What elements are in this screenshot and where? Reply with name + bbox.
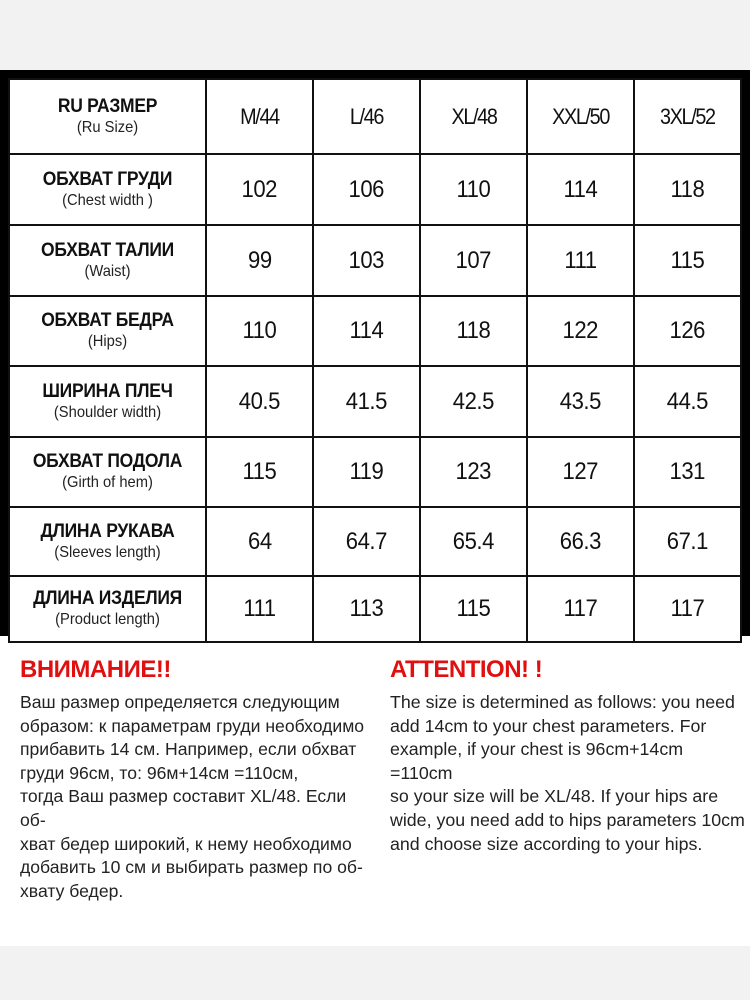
table-row: [9, 366, 741, 437]
row-label-ru: ДЛИНА ИЗДЕЛИЯ: [33, 588, 182, 609]
value-cell: [527, 225, 634, 296]
measurement-value: 117: [670, 595, 705, 622]
measurement-value: 131: [669, 458, 706, 485]
measurement-value: 103: [348, 246, 385, 274]
size-header-label: M/44: [240, 103, 279, 129]
row-label-cell: [9, 366, 206, 437]
measurement-value: 40.5: [238, 387, 281, 415]
measurement-value: 118: [456, 317, 491, 344]
measurement-value: 66.3: [559, 527, 602, 555]
row-label-en: (Girth of hem): [62, 474, 153, 491]
value-cell: [634, 507, 741, 576]
measurement-value: 114: [349, 317, 384, 344]
value-cell: [527, 366, 634, 437]
measurement-value: 102: [241, 175, 278, 203]
row-label-en: (Chest width ): [62, 191, 153, 209]
value-cell: [313, 225, 420, 296]
value-cell: [420, 154, 527, 225]
value-cell: [206, 507, 313, 576]
value-cell: [313, 507, 420, 576]
header-label-ru: RU РАЗМЕР: [57, 95, 158, 117]
value-cell: [313, 576, 420, 642]
value-cell: [420, 576, 527, 642]
notice-ru-title: ВНИМАНИЕ!!: [20, 656, 171, 683]
size-header-label: L/46: [349, 103, 384, 129]
value-cell: [313, 437, 420, 507]
measurement-value: 114: [563, 175, 598, 203]
value-cell: [634, 296, 741, 366]
row-label-cell: [9, 437, 206, 507]
row-label-ru: ОБХВАТ ПОДОЛА: [32, 451, 183, 472]
measurement-value: 99: [247, 246, 272, 274]
table-row: [9, 296, 741, 366]
measurement-value: 65.4: [452, 527, 495, 555]
value-cell: [420, 296, 527, 366]
value-cell: [420, 437, 527, 507]
row-label-en: (Product length): [55, 611, 160, 628]
value-cell: [420, 366, 527, 437]
measurement-value: 126: [669, 317, 706, 344]
table-frame: [0, 70, 750, 636]
value-cell: [313, 154, 420, 225]
table-row: [9, 437, 741, 507]
measurement-value: 117: [563, 595, 598, 622]
notice-en-body: The size is determined as follows: you need add 14cm to your chest parameters. For example, if your chest is 96cm+14cm =110cm so your size will be XL/48. If your hips are wide, you need add to hips parameters 10cm and choose size according to your hips.: [390, 692, 745, 854]
row-label-en: (Hips): [87, 333, 128, 350]
row-label-ru: ОБХВАТ ТАЛИИ: [41, 239, 174, 261]
measurement-value: 110: [456, 175, 491, 203]
size-table: [8, 78, 742, 643]
measurement-value: 110: [242, 317, 277, 344]
value-cell: [527, 154, 634, 225]
measurement-value: 127: [562, 458, 599, 485]
measurement-value: 115: [670, 246, 705, 274]
row-label-en: (Shoulder width): [53, 403, 162, 421]
size-header-cell: [206, 79, 313, 154]
row-label-en: (Sleeves length): [54, 543, 161, 561]
measurement-value: 67.1: [666, 527, 709, 555]
value-cell: [634, 437, 741, 507]
measurement-value: 106: [348, 175, 385, 203]
header-label-cell: [9, 79, 206, 154]
row-label-ru: ОБХВАТ ГРУДИ: [42, 168, 173, 190]
row-label-cell: [9, 576, 206, 642]
table-row: [9, 507, 741, 576]
measurement-value: 42.5: [452, 387, 495, 415]
value-cell: [206, 225, 313, 296]
value-cell: [313, 366, 420, 437]
size-header-label: 3XL/52: [660, 103, 715, 129]
value-cell: [634, 225, 741, 296]
row-label-en: (Waist): [84, 262, 131, 280]
measurement-value: 119: [349, 458, 384, 485]
size-header-label: XXL/50: [552, 103, 609, 129]
bottom-margin: [0, 946, 750, 1000]
value-cell: [420, 225, 527, 296]
measurement-value: 111: [564, 246, 597, 274]
measurement-value: 64: [247, 527, 272, 555]
measurement-value: 122: [562, 317, 599, 344]
notice-ru: [20, 655, 370, 903]
top-margin: [0, 0, 750, 70]
row-label-ru: ШИРИНА ПЛЕЧ: [42, 380, 173, 402]
table-row: [9, 225, 741, 296]
value-cell: [420, 507, 527, 576]
row-label-cell: [9, 507, 206, 576]
value-cell: [206, 296, 313, 366]
value-cell: [206, 154, 313, 225]
size-chart-sheet: [0, 70, 750, 946]
table-row: [9, 576, 741, 642]
measurement-value: 115: [456, 595, 491, 622]
measurement-value: 107: [455, 246, 492, 274]
row-label-cell: [9, 296, 206, 366]
value-cell: [527, 507, 634, 576]
row-label-cell: [9, 225, 206, 296]
value-cell: [634, 576, 741, 642]
value-cell: [527, 437, 634, 507]
value-cell: [313, 296, 420, 366]
size-header-cell: [420, 79, 527, 154]
value-cell: [206, 366, 313, 437]
measurement-value: 41.5: [345, 387, 388, 415]
value-cell: [527, 576, 634, 642]
row-label-ru: ОБХВАТ БЕДРА: [41, 310, 174, 331]
value-cell: [634, 366, 741, 437]
notice-en: [390, 655, 745, 856]
header-label-en: (Ru Size): [76, 118, 139, 136]
measurement-value: 118: [670, 175, 705, 203]
size-header-cell: [313, 79, 420, 154]
value-cell: [634, 154, 741, 225]
value-cell: [206, 437, 313, 507]
measurement-value: 123: [455, 458, 492, 485]
measurement-value: 44.5: [666, 387, 709, 415]
size-header-cell: [527, 79, 634, 154]
table-header-row: [9, 79, 741, 154]
notice-en-title: ATTENTION! !: [390, 656, 543, 683]
notice-ru-body: Ваш размер определяется следующим образом: к параметрам груди необходимо прибавить 14 см. Например, если обхват груди 96см, то: 96м+14см =110см, тогда Ваш размер составит XL/48. Если об- хват бедер широкий, к нему необходимо добавить 10 см и выбирать размер по об- хвату бедер.: [20, 692, 365, 901]
measurement-value: 111: [243, 595, 276, 622]
measurement-value: 43.5: [559, 387, 602, 415]
table-row: [9, 154, 741, 225]
measurement-value: 64.7: [345, 527, 388, 555]
measurement-value: 113: [349, 595, 384, 622]
size-header-label: XL/48: [451, 103, 496, 129]
value-cell: [527, 296, 634, 366]
measurement-value: 115: [242, 458, 277, 485]
value-cell: [206, 576, 313, 642]
row-label-cell: [9, 154, 206, 225]
row-label-ru: ДЛИНА РУКАВА: [40, 520, 175, 542]
size-header-cell: [634, 79, 741, 154]
